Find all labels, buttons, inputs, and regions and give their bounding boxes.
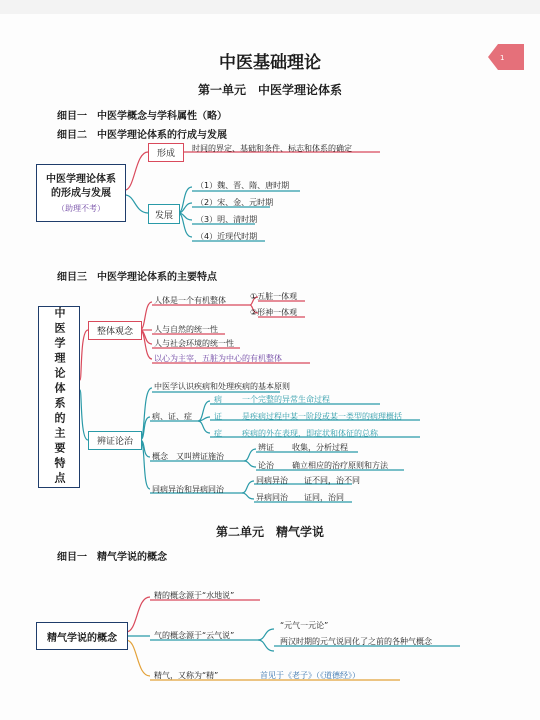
box-jingqi-concept-title: 精气学说的概念 xyxy=(47,632,117,644)
jingqi-b2: 两汉时期的元气说同化了之前的各种气概念 xyxy=(280,637,432,646)
gainian-label: 概念 xyxy=(152,452,168,461)
jingqi-b1: “元气一元论” xyxy=(280,621,329,630)
jingqi-c1: 首见于《老子》（《道德经》） xyxy=(260,671,360,680)
zheng-value: 是疾病过程中某一阶段或某一类型的病理概括 xyxy=(242,412,402,421)
tongbing-2-value: 证同，治同 xyxy=(304,493,344,502)
bing-value: 一个完整的异常生命过程 xyxy=(242,395,330,404)
node-bianzheng: 辨证论治 xyxy=(88,431,142,450)
zheng-key: 证 xyxy=(214,412,222,421)
tongbing-1-value: 证不同，治不同 xyxy=(304,476,360,485)
zhengs-value: 疾病的外在表现，即症状和体征的总称 xyxy=(242,429,378,438)
bianzheng-value: 收集，分析过程 xyxy=(292,443,348,452)
node-fazhan: 发展 xyxy=(148,204,180,224)
page-number: 1 xyxy=(500,54,505,62)
tongbing-1-key: 同病异治 xyxy=(256,476,288,485)
node-xingcheng: 形成 xyxy=(148,143,184,162)
fazhan-item-4: （4）近现代时期 xyxy=(196,232,258,241)
section-1: 细目一 中医学概念与学科属性（略） xyxy=(57,111,227,122)
unit2-title: 第二单元 精气学说 xyxy=(215,525,324,539)
box-main-features xyxy=(38,306,80,488)
box-formation-development-title: 中医学理论体系的形成与发展 xyxy=(46,173,116,199)
node-zhengti: 整体观念 xyxy=(88,321,142,340)
tongbing-label: 同病异治和异病同治 xyxy=(152,485,224,494)
zhengti-d: 以心为主宰，五脏为中心的有机整体 xyxy=(154,354,282,363)
zhengti-a: 人体是一个有机整体 xyxy=(154,296,226,305)
zhengti-b: 人与自然的统一性 xyxy=(154,325,218,334)
box-main-features-title: 中医学理论体系的主要特点 xyxy=(53,307,66,487)
section-3: 细目三 中医学理论体系的主要特点 xyxy=(57,272,217,283)
fazhan-item-2: （2）宋、金、元时期 xyxy=(196,198,274,207)
unit2-section-1: 细目一 精气学说的概念 xyxy=(57,552,167,563)
jingqi-c: 精气，又称为“精” xyxy=(154,671,219,680)
box-formation-development xyxy=(36,164,126,222)
box-formation-development-note: （助理不考） xyxy=(57,203,105,213)
jingqi-b: 气的概念源于“云气说” xyxy=(154,631,235,640)
zhengti-c: 人与社会环境的统一性 xyxy=(154,339,234,348)
bianzheng-a: 中医学认识疾病和处理疾病的基本原则 xyxy=(154,382,290,391)
fazhan-item-3: （3）明、清时期 xyxy=(196,215,258,224)
section-2: 细目二 中医学理论体系的行成与发展 xyxy=(57,130,227,141)
zhengti-a2: ②形神一体观 xyxy=(250,308,298,317)
bianzheng-bzz: 病、证、症 xyxy=(152,412,192,421)
tongbing-2-key: 异病同治 xyxy=(256,493,288,502)
unit1-title: 第一单元 中医学理论体系 xyxy=(197,83,342,97)
bing-key: 病 xyxy=(214,395,222,404)
jingqi-a: 精的概念源于“水地说” xyxy=(154,591,235,600)
zhengs-key: 症 xyxy=(214,429,222,438)
gainian-alias: 又叫辨证施治 xyxy=(176,452,224,461)
zhengti-a1: ①五脏一体观 xyxy=(250,292,298,301)
page-title: 中医基础理论 xyxy=(219,53,321,73)
bianzheng-key: 辨证 xyxy=(258,443,274,452)
fazhan-item-1: （1）魏、晋、隋、唐时期 xyxy=(196,181,290,190)
lunzhi-value: 确立相应的治疗原则和方法 xyxy=(292,461,388,470)
xingcheng-text: 时间的界定、基础和条件、标志和体系的确定 xyxy=(192,144,352,153)
lunzhi-key: 论治 xyxy=(258,461,274,470)
box-jingqi-concept xyxy=(36,622,128,650)
